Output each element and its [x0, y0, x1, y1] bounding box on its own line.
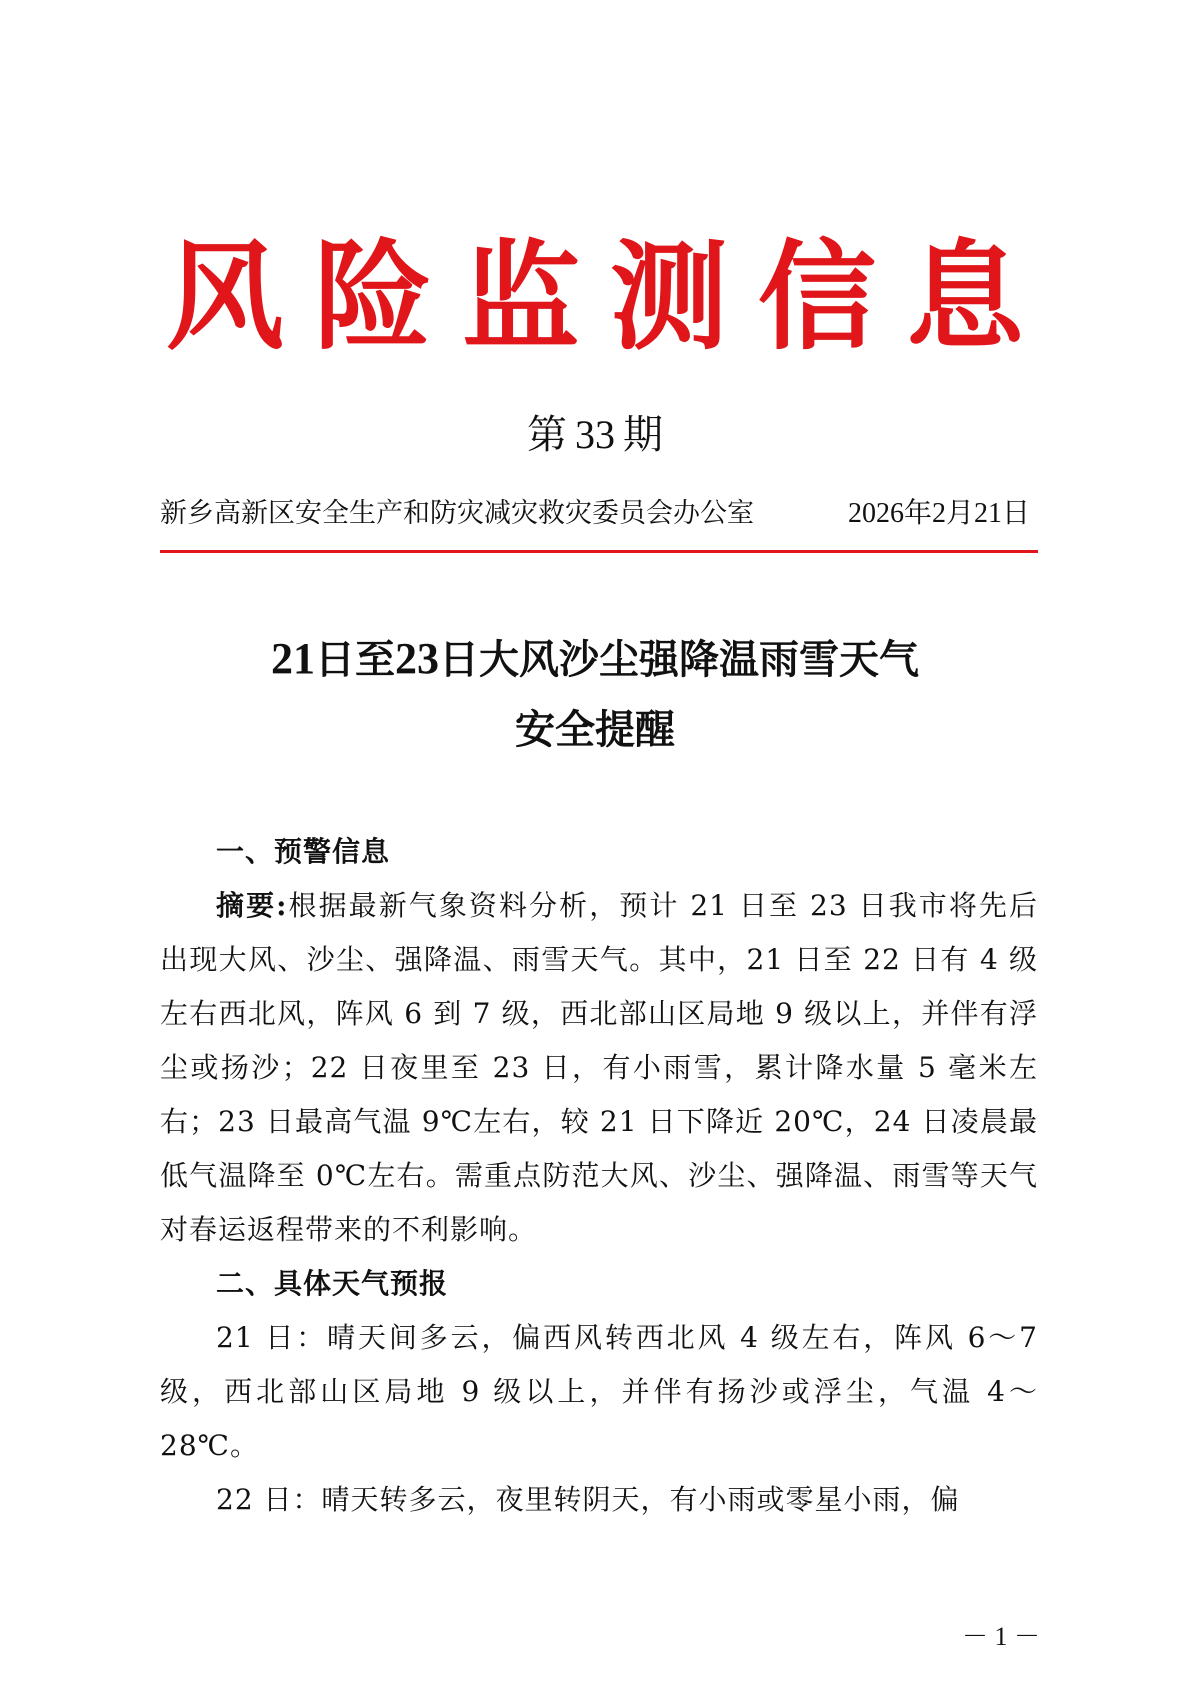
forecast-day-21: 21 日：晴天间多云，偏西风转西北风 4 级左右，阵风 6～7 级，西北部山区局地 9 级以上，并伴有扬沙或浮尘，气温 4～28℃。	[160, 1321, 1038, 1462]
section-heading-forecast: 二、具体天气预报	[216, 1267, 449, 1300]
summary-text: 根据最新气象资料分析，预计 21 日至 23 日我市将先后出现大风、沙尘、强降温、雨雪天气。其中，21 日至 22 日有 4 级左右西北风，阵风 6 到 7 级，西北部山区局地 9 级以上，并伴有浮尘或扬沙；22 日夜里至 23 日，有小雨雪，累计降水量 5 毫米左右；23 日最高气温 9℃左右，较 21 日下降近 20℃，24 日凌晨最低气温降至 0℃左右。需重点防范大风、沙尘、强降温、雨雪等天气对春运返程带来的不利影响。	[160, 889, 1038, 1246]
issue-date: 2026年2月21日	[847, 498, 1030, 529]
summary-label: 摘要:	[216, 889, 288, 922]
summary-paragraph	[160, 879, 1038, 1257]
document-title	[0, 624, 1190, 765]
title-day-end: 23	[395, 634, 439, 683]
red-divider	[160, 550, 1038, 553]
page-number: － 1 －	[961, 1622, 1040, 1651]
byline	[160, 494, 1040, 534]
title-line-2: 安全提醒	[515, 706, 675, 753]
document-body	[160, 825, 1038, 1527]
forecast-day-22: 22 日：晴天转多云，夜里转阴天，有小雨或零星小雨，偏	[216, 1483, 960, 1516]
issue-suffix: 期	[623, 412, 663, 458]
issue-prefix: 第	[527, 412, 567, 458]
masthead-title: 风险监测信息	[165, 228, 1054, 366]
title-line-1	[0, 624, 1190, 695]
title-day-start: 21	[271, 634, 315, 683]
issue-num: 33	[575, 412, 615, 457]
title-text-b: 日大风沙尘强降温雨雪天气	[439, 636, 919, 683]
section-heading-warning: 一、预警信息	[216, 835, 391, 868]
issuing-office: 新乡高新区安全生产和防灾减灾救灾委员会办公室	[160, 498, 754, 529]
title-text-a: 日至	[315, 636, 395, 683]
issue-number	[0, 410, 1190, 460]
